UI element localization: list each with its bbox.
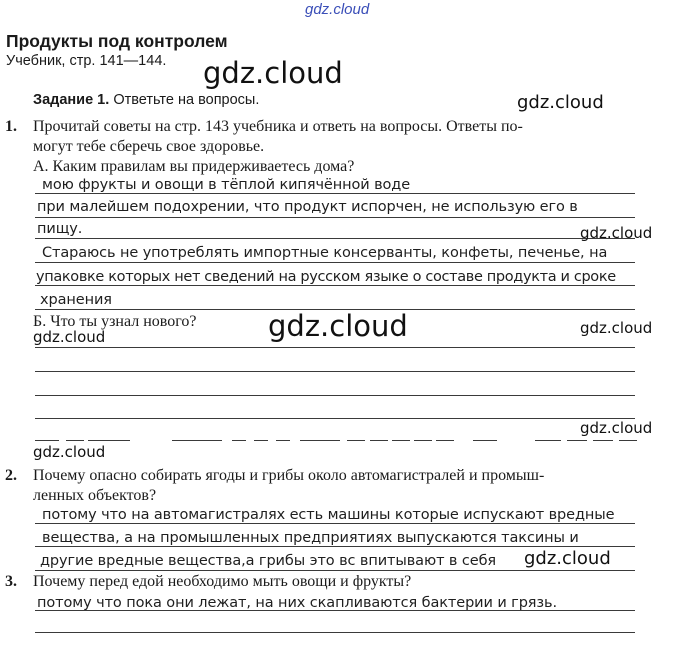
answer-1a-line-2: при малейшем подохрении, что продукт испорчен, не использую его в [37,199,578,215]
watermark-small-3: gdz.cloud [580,319,653,337]
question-2-text-line-1: Почему опасно собирать ягоды и грибы около автомагистралей и промыш- [33,467,545,484]
watermark-small-5: gdz.cloud [580,419,653,437]
question-1-part-b: Б. Что ты узнал нового? [33,313,197,330]
watermark-small-4: gdz.cloud [33,328,106,346]
watermark-top: gdz.cloud [305,1,370,18]
answer-2-line-2: вещества, а на промышленных предприятиях выпускаются таксины и [42,530,579,546]
watermark-large-1: gdz.cloud [203,56,343,90]
watermark-small-7: gdz.cloud [524,548,611,569]
answer-2-line-1: потому что на автомагистралях есть машины которые испускают вредные [42,507,615,523]
page-title: Продукты под контролем [6,31,228,51]
task-heading [33,92,259,108]
question-3-number: 3. [5,573,17,590]
page-subtitle: Учебник, стр. 141—144. [6,53,167,69]
answer-1a-line-1: мою фрукты и овощи в тёплой кипячённой воде [42,177,411,193]
watermark-small-1: gdz.cloud [517,92,604,113]
question-1-number: 1. [5,118,17,135]
answer-3: потому что пока они лежат, на них скапливаются бактерии и грязь. [37,595,557,611]
question-3-text: Почему перед едой необходимо мыть овощи и фрукты? [33,573,412,590]
question-2-number: 2. [5,467,17,484]
question-1-text-line-2: могут тебе сберечь свое здоровье. [33,138,265,155]
task-instruction: Ответьте на вопросы. [113,92,260,108]
watermark-small-6: gdz.cloud [33,443,106,461]
answer-1a-line-5: упаковке которых нет сведений на русском языке о составе продукта и сроке [36,269,616,285]
question-1-text-line-1: Прочитай советы на стр. 143 учебника и ответь на вопросы. Ответы по- [33,118,523,135]
answer-1a-line-4: Стараюсь не употреблять импортные консерванты, конфеты, печенье, на [42,245,608,261]
task-label: Задание 1. [33,92,110,108]
answer-1a-line-6: хранения [40,292,112,308]
watermark-small-2: gdz.cloud [580,224,653,242]
answer-2-line-3: другие вредные вещества,а грибы это вс впитывают в себя [40,553,497,569]
watermark-large-2: gdz.cloud [268,309,408,343]
answer-1a-line-3: пищу. [37,221,83,237]
question-2-text-line-2: ленных объектов? [33,487,157,504]
question-1-part-a: А. Каким правилам вы придерживаетесь дома? [33,158,355,175]
